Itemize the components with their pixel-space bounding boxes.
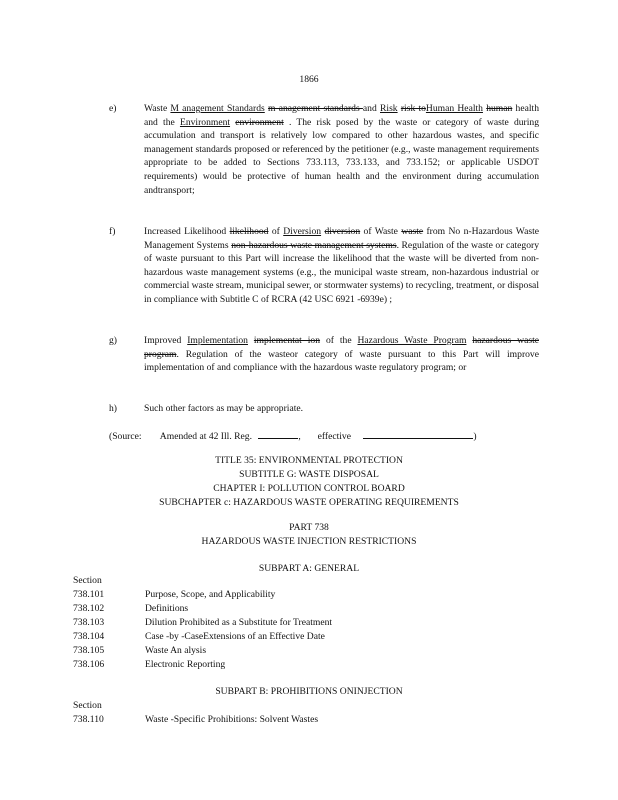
source-comma: , [298, 431, 301, 442]
body-text: . Regulation of the waste or category of waste pursuant to this Part will increase the likelihood that the waste will be diverted from non-hazardous waste management systems (e.g., the municipal waste stream, non-hazardous industrial or commercial waste stream, municipal sewer, or stormwater systems) to recycling, treatment, or disposal in compliance with Subtitle C of RCRA (42 USC 6921 -6939e) ; [144, 239, 539, 305]
toc-row[interactable] [73, 588, 275, 602]
body-text: from No n-Hazardous Waste Management Systems [144, 226, 539, 251]
section-title: Case -by -CaseExtensions of an Effective Date [145, 631, 325, 642]
list-item-e [109, 102, 539, 197]
body-text: of the [320, 335, 358, 346]
body-text: Improved [144, 335, 188, 346]
page-number: 1866 [299, 74, 319, 85]
source-open: (Source: [109, 431, 142, 442]
deleted-text: human [486, 103, 513, 114]
part-heading: PART 738 [289, 522, 329, 533]
toc-row[interactable] [73, 630, 325, 644]
section-number: 738.110 [73, 714, 104, 725]
effective-date-blank [363, 428, 473, 439]
item-label: g) [109, 335, 117, 346]
deleted-text: m anagement standards [268, 103, 363, 114]
item-body [144, 225, 539, 307]
item-label: e) [109, 103, 117, 114]
section-title: Dilution Prohibited as a Substitute for Treatment [145, 617, 333, 628]
deleted-text: non-hazardous waste management systems [231, 239, 397, 251]
body-text: Increased Likelihood [144, 226, 230, 237]
section-number: 738.102 [73, 603, 105, 614]
item-body [144, 102, 539, 197]
inserted-text: Hazardous Waste Program [357, 335, 467, 346]
toc-row[interactable] [73, 713, 318, 727]
body-text: . The risk posed by the waste or category of waste during accumulation and transport is relatively low compared to other hazardous wastes, and specific management standards proposed or referenced by the petitioner (e.g., waste management requirements appropriate to be added to Sections 733.113, 733.133, and 733.152; or applicable USDOT requirements) would be protective of human health and the environment during accumulation andtransport; [144, 116, 539, 196]
section-number: 738.104 [73, 631, 105, 642]
list-item-g [109, 334, 539, 375]
part-title-heading: HAZARDOUS WASTE INJECTION RESTRICTIONS [201, 536, 417, 547]
source-note [109, 428, 477, 444]
chapter-heading: CHAPTER I: POLLUTION CONTROL BOARD [213, 483, 405, 494]
section-title: Electronic Reporting [145, 659, 226, 670]
body-text: Such other factors as may be appropriate. [144, 403, 304, 414]
inserted-text: Environment [179, 116, 231, 128]
body-text: . Regulation of the wasteor category of waste pursuant to this Part will improve implementation of and compliance with the hazardous waste regulatory program; or [144, 348, 539, 374]
item-body [144, 334, 539, 375]
toc-row[interactable] [73, 616, 332, 630]
toc-row[interactable] [73, 658, 225, 672]
inserted-text: M anagement Standards [170, 103, 265, 114]
source-close: ) [473, 431, 477, 442]
body-text: health and the [144, 103, 539, 128]
body-text: of [268, 226, 284, 237]
subtitle-heading: SUBTITLE G: WASTE DISPOSAL [239, 469, 379, 480]
list-item-h [109, 402, 539, 416]
body-text: of Waste [360, 226, 402, 237]
section-title: Waste -Specific Prohibitions: Solvent Wastes [145, 714, 319, 725]
inserted-text: Diversion [283, 226, 322, 237]
section-number: 738.103 [73, 617, 105, 628]
item-label: h) [109, 403, 117, 414]
toc-row[interactable] [73, 644, 206, 658]
deleted-text: implementat ion [253, 335, 321, 346]
section-number: 738.106 [73, 659, 105, 670]
subpart-b-heading: SUBPART B: PROHIBITIONS ONINJECTION [215, 686, 403, 697]
list-item-f [109, 225, 539, 307]
title-heading: TITLE 35: ENVIRONMENTAL PROTECTION [215, 455, 403, 466]
deleted-text: diversion [324, 226, 361, 237]
section-column-label: Section [73, 575, 102, 586]
toc-row[interactable] [73, 602, 188, 616]
item-label: f) [109, 226, 116, 237]
subchapter-heading: SUBCHAPTER c: HAZARDOUS WASTE OPERATING REQUIREMENTS [159, 497, 459, 508]
section-number: 738.101 [73, 589, 105, 600]
section-title: Definitions [145, 603, 189, 614]
inserted-text: Implementation [187, 335, 248, 346]
section-title: Waste An alysis [145, 645, 207, 656]
section-column-label: Section [73, 700, 102, 711]
deleted-text: likelihood [229, 226, 269, 237]
deleted-text: waste [401, 226, 424, 237]
inserted-text: Risk [380, 103, 398, 114]
deleted-text: environment [235, 116, 284, 128]
section-number: 738.105 [73, 645, 105, 656]
item-body [144, 402, 539, 416]
register-page-blank [258, 428, 298, 439]
source-effective: effective [317, 431, 351, 442]
inserted-text: Human Health [425, 103, 483, 114]
subpart-a-heading: SUBPART A: GENERAL [258, 563, 360, 574]
deleted-text: risk to [400, 103, 426, 114]
body-text: Waste [144, 103, 171, 114]
body-text: and [362, 103, 380, 114]
deleted-text: hazardous waste program [144, 335, 539, 360]
source-amended: Amended at 42 Ill. Reg. [159, 431, 252, 442]
section-title: Purpose, Scope, and Applicability [145, 589, 276, 600]
